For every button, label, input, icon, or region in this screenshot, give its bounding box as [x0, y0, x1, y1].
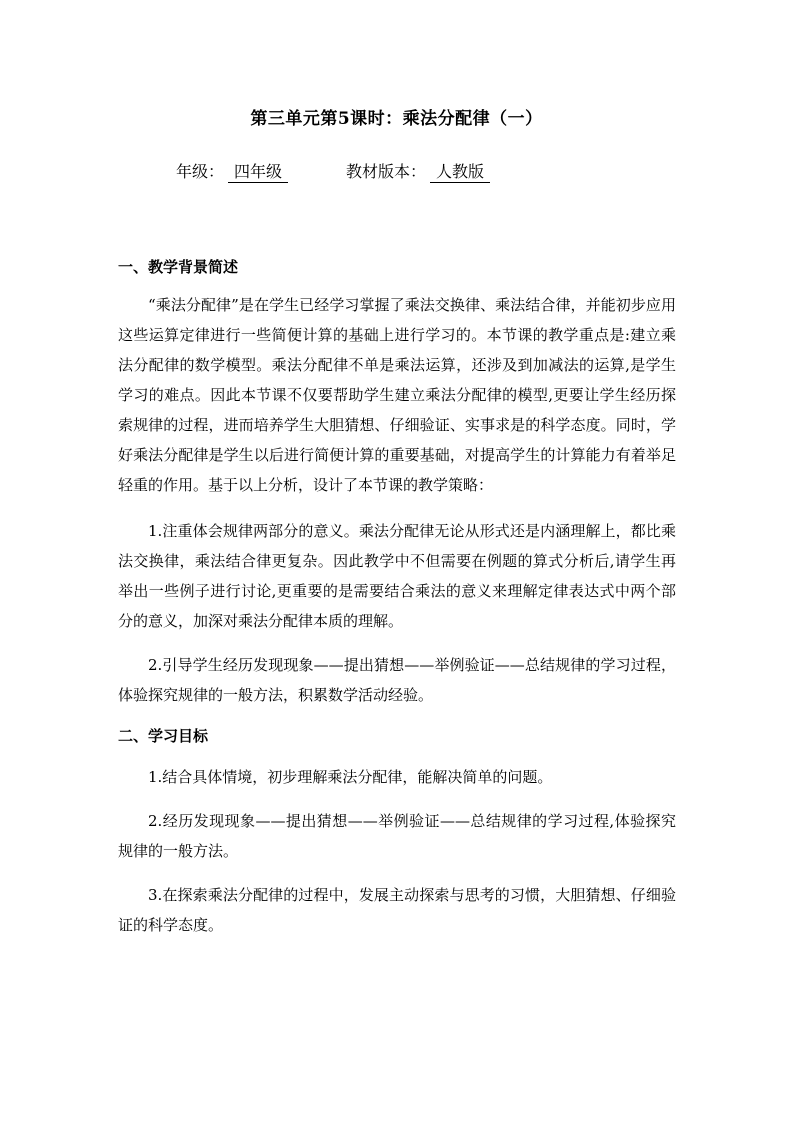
document-title: 第三单元第5课时：乘法分配律（一） — [250, 109, 543, 129]
learning-goal-1: 1.结合具体情境，初步理解乘法分配律，能解决简单的问题。 — [148, 768, 553, 786]
strategy-point-1: 1.注重体会规律两部分的意义。乘法分配律无论从形式还是内涵理解上，都比乘法交换律，乘法结合律更复杂。因此教学中不但需要在例题的算式分析后,请学生再举出一些例子进行讨论,更重要的是需要结合乘法的意义来理解定律表达式中两个部分的意义，加深对乘法分配律本质的理解。 — [118, 522, 676, 630]
background-paragraph: “乘法分配律”是在学生已经学习掌握了乘法交换律、乘法结合律，并能初步应用这些运算定律进行一些简便计算的基础上进行学习的。本节课的教学重点是:建立乘法分配律的数学模型。乘法分配律不单是乘法运算，还涉及到加减法的运算,是学生学习的难点。因此本节课不仅要帮助学生建立乘法分配律的模型,更要让学生经历探索规律的过程，进而培养学生大胆猜想、仔细验证、实事求是的科学态度。同时，学好乘法分配律是学生以后进行简便计算的重要基础，对提高学生的计算能力有着举足轻重的作用。基于以上分析，设计了本节课的教学策略： — [118, 296, 676, 494]
edition-value: 人教版 — [430, 162, 490, 183]
strategy-point-2: 2.引导学生经历发现现象——提出猜想——举例验证——总结规律的学习过程，体验探究规律的一般方法，积累数学活动经验。 — [118, 656, 676, 704]
learning-goal-3: 3.在探索乘法分配律的过程中，发展主动探索与思考的习惯，大胆猜想、仔细验证的科学态度。 — [118, 886, 676, 934]
document-body — [118, 255, 676, 940]
section-heading-background: 一、教学背景简述 — [118, 258, 239, 276]
document-meta — [176, 159, 490, 183]
grade-value: 四年级 — [228, 162, 288, 183]
edition-label: 教材版本： — [346, 162, 427, 181]
learning-goal-2: 2.经历发现现象——提出猜想——举例验证——总结规律的学习过程,体验探究规律的一般方法。 — [118, 812, 676, 860]
section-heading-goals: 二、学习目标 — [118, 727, 209, 745]
grade-label: 年级： — [176, 162, 225, 181]
